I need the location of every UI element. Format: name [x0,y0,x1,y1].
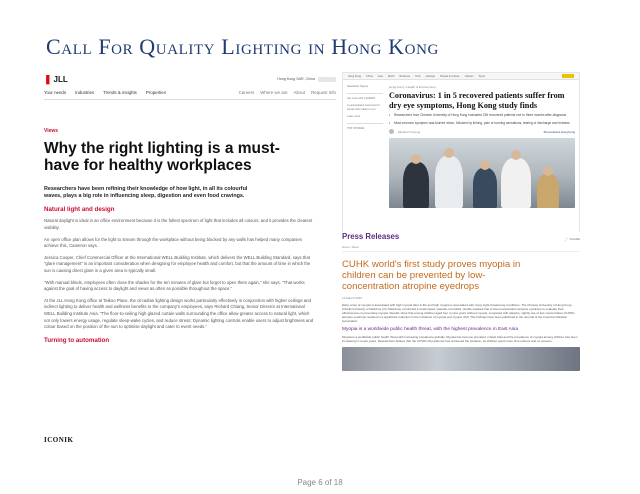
press-photo [342,347,580,371]
slide-title: Call For Quality Lighting in Hong Kong [46,34,439,59]
press-title: CUHK world's first study proves myopia in children can be prevented by low-concentration atropine eyedrops [342,259,521,293]
scmp-nav-item[interactable]: Business [399,74,411,78]
jll-article-panel [44,72,336,462]
breadcrumb[interactable]: Hong Kong / Health & Environment [389,85,436,89]
nav-item-industries[interactable]: Industries [75,90,95,95]
press-header [342,232,580,243]
scmp-bullet: • Researchers from Chinese University of Hong Kong evaluated 228 recovered patients one to three months after diagnosis [389,113,575,117]
scmp-main [389,85,575,208]
author-avatar [389,129,394,134]
photo-figure [403,162,429,208]
nav-item-request-info[interactable]: Request Info [311,90,336,95]
article-tag: Views [44,128,59,134]
share-button[interactable] [565,237,580,241]
author-name[interactable]: Elizabeth Cheung [398,129,421,134]
article-paragraph: "With manual blinds, employees often close the shades for the ten minutes of glare but forget to open them again," she says. "That works against the goal of having access to daylight and views as often as possible throughout the space." [44,279,305,292]
scmp-headline: Coronavirus: 1 in 5 recovered patients suffer from dry eye symptoms, Hong Kong study finds [389,91,565,110]
article-headline: Why the right lighting is a must-have for healthy workplaces [44,140,280,174]
scmp-nav-item[interactable]: Opinion [464,74,474,78]
photo-figure [435,156,463,208]
press-subheading: Myopia is a worldwide public health threat, with the highest prevalence in East Asia [342,327,518,333]
iconik-logo: ICONIK [44,436,74,444]
article-paragraph: Natural daylight is ideal in an office environment because it is the fullest spectrum of light that includes all colours, and it provides the clearest visibility. [44,218,313,230]
topic-tag[interactable]: #Coronavirus Hong Kong [543,129,575,134]
article-paragraph: At the JLL Hong Kong office at Taikoo Place, the circadian lighting design works particularly effectively in conjunction with higher ceilings and indirect lighting to deliver health and wellness benefits to the company's employees, says Richard Chiang, Senior Director at International WELL Building Institute Asia. "The floor-to-ceiling high glazed curtain walls surrounding the office allow greater access to natural light, which not only lowers energy usage, regulate sleep-wake cycles, and reduce stress; Dynamic lighting controls enable users to adjust brightness and colour based on the position of the sun to optimise daylight and cater to event needs." [44,297,314,330]
divider [347,123,383,124]
jll-logo-text: JLL [53,74,68,84]
photo-head [411,154,421,164]
nav-item-about[interactable]: About [293,90,306,95]
scmp-nav-item[interactable]: Sport [478,74,485,78]
article-paragraph: Jessica Cooper, Chief Commercial Officer at the International WELL Building Institute, which delivers the WELL Building Standard, says that "glare management" is an important consideration when designing for employee health and comfort, but that the amount of time in which the sun is causing direct glare in a given area is typically small. [44,254,311,273]
press-paragraph: Myopia is a worldwide public health threat with increasing prevalence globally. Myopia has become prevalent in East Asia and the prevalence of myopia among children has been increasing in recent years. Researchers believe that the COVID-19 pandemic has worsened the situation, as children spent more time indoors and on screens. [342,335,578,344]
cuhk-press-panel [342,232,580,462]
region-pill [318,77,336,82]
scmp-nav-item[interactable]: World [387,74,395,78]
scmp-nav-item[interactable]: Tech [415,74,421,78]
photo-head [480,160,490,170]
doctors-photo [389,138,575,208]
scmp-nav-item[interactable]: China [365,74,373,78]
nav-right [239,90,336,95]
region-label: Hong Kong SAR, China [277,77,315,81]
nav-item-where-we-are[interactable]: Where we are [260,90,288,95]
jll-nav [44,90,336,100]
scmp-nav-bar [343,73,579,80]
article-paragraph: An open office plan allows for the light to stream through the workplace without being blocked by any walls has helped many companies achieve this, Cameron says. [44,236,302,249]
scmp-bullet: • Most common symptom was blurred vision, followed by itching, pain or burning sensations, tearing or discharge and redness [389,121,575,125]
scmp-body [343,80,579,213]
jll-header [44,72,336,86]
scmp-nav-item[interactable]: Hong Kong [348,74,361,78]
mynews-text: A personalised news feed of stories that matter to you [347,104,380,111]
photo-head [543,166,553,176]
jll-region-selector[interactable] [277,77,336,82]
jll-logo-icon: ❚ [44,73,52,84]
nav-item-trends[interactable]: Trends & insights [103,90,137,95]
scmp-nav-item[interactable]: People & Culture [440,74,460,78]
jll-logo[interactable] [44,74,68,85]
divider [347,93,383,94]
section-heading-automation: Turning to automation [44,336,110,344]
press-paragraph: Early onset of myopia is associated with high myopia later in life and high myopia is associated with many sight-threatening conditions. The Chinese University of Hong Kong (CUHK)'s Faculty of Medicine (CU Medicine) conducted a randomised, placebo-controlled, double-masked trial of low-concentration atropine eyedrops to evaluate their effectiveness in preventing myopia. Results show that among children aged four to nine years without myopia, compared with placebo, nightly use of low-concentration (0.05%) atropine eyedrops resulted in a significant reduction in the incidence of myopia and myopic shift. The findings have been published in the Journal of the American Medical Association. [342,302,575,323]
photo-head [444,148,454,158]
scmp-article-panel [342,72,580,236]
photo-figure [473,168,497,208]
subscribe-button[interactable] [562,74,574,78]
scmp-sidebar [347,85,383,208]
nav-item-properties[interactable]: Properties [145,90,166,95]
section-heading-natural-light: Natural light and design [44,206,115,214]
mynews-heading: Get more with myNEWS [347,96,376,100]
scmp-nav-item[interactable]: Lifestyle [425,74,436,78]
nav-item-your-needs[interactable]: Your needs [44,90,67,95]
share-icon: ⤴ [564,237,568,241]
top-stories-heading: TOP STORIES [347,126,365,130]
scmp-nav-item[interactable]: Asia [377,74,383,78]
breadcrumb[interactable]: Home / News [342,243,580,252]
author-row [389,129,575,134]
nav-item-careers[interactable]: Careers [238,90,255,95]
photo-figure [501,158,531,208]
photo-figure [537,174,559,208]
learn-more-link[interactable]: Learn more [347,115,361,119]
newsletter-signup[interactable]: Newsletter Signup [347,85,369,88]
page-number: Page 6 of 18 [297,478,343,487]
press-releases-heading: Press Releases [342,232,400,241]
press-date: 12 March 2022 [342,295,363,300]
photo-head [511,150,521,160]
share-label: SHARE [569,237,580,241]
article-lead: Researchers have been refining their knowledge of how light, in all its colourful waves, plays a big role in influencing sleep, digestion and even food cravings. [44,186,248,200]
